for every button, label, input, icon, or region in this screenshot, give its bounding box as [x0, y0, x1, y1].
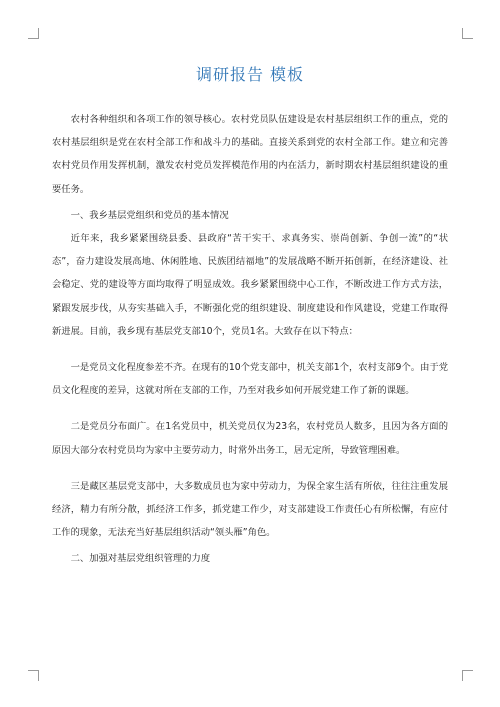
document-title: 调研报告 模板	[195, 65, 305, 84]
paragraph-point-2: 二是党员分布面广。在1名党员中，机关党员仅为23名，农村党员人数多，且因为各方面的原因大部分农村党员均为家中主要劳动力，时常外出务工，居无定所，导致管理困难。	[52, 421, 448, 456]
crop-mark-top-left	[28, 28, 39, 39]
section-heading-2: 二、加强对基层党组织管理的力度	[70, 553, 211, 565]
crop-mark-bottom-left	[28, 670, 39, 681]
paragraph-intro: 农村各种组织和各项工作的领导核心。农村党员队伍建设是农村基层组织工作的重点，党的农村基层组织是党在农村全部工作和战斗力的基础。直接关系到党的农村全部工作。建立和完善农村党员作用发挥机制，激发农村党员发挥模范作用的内在活力，新时期农村基层组织建设的重要任务。	[52, 114, 448, 195]
crop-mark-bottom-right	[462, 670, 473, 681]
paragraph-overview: 近年来，我乡紧紧围绕县委、县政府“苦干实干、求真务实、崇尚创新、争创一流”的“状态”，奋力建设发展高地、休闲胜地、民族团结福地”的发展战略不断开拓创新，在经济建设、社会稳定、党的建设等方面均取得了明显成效。我乡紧紧围绕中心工作，不断改进工作方式方法，紧跟发展步伐，从夯实基础入手，不断强化党的组织建设、制度建设和作风建设，党建工作取得新进展。目前，我乡现有基层党支部10个，党员1名。大致存在以下特点：	[52, 233, 448, 337]
crop-mark-top-right	[462, 28, 473, 39]
paragraph-point-3: 三是藏区基层党支部中，大多数成员也为家中劳动力，为保全家生活有所依，往往注重发展经济，精力有所分散，抓经济工作多，抓党建工作少，对支部建设工作责任心有所松懈，有应付工作的现象，无法充当好基层组织活动“领头雁”角色。	[52, 480, 448, 539]
section-heading-1: 一、我乡基层党组织和党员的基本情况	[70, 209, 229, 221]
paragraph-point-1: 一是党员文化程度参差不齐。在现有的10个党支部中，机关支部1个，农村支部9个。由于党员文化程度的差异，这就对所在支部的工作，乃至对我乡如何开展党建工作了新的课题。	[52, 362, 448, 397]
document-body	[52, 108, 448, 571]
